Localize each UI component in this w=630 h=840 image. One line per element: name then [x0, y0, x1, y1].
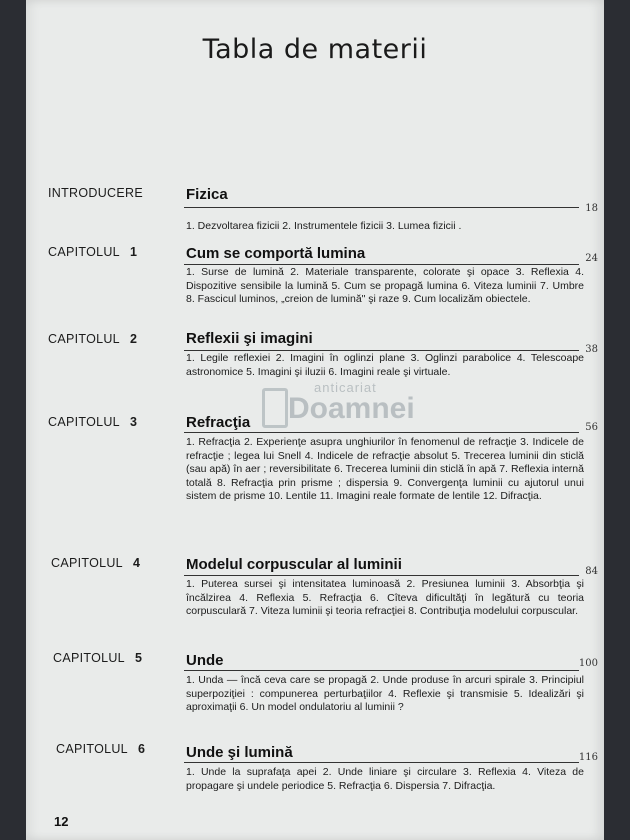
entry-chapter-number: 6 [137, 742, 146, 756]
entry-label [48, 415, 137, 429]
entry-heading: Modelul corpuscular al luminii [186, 556, 402, 573]
entry-label [51, 556, 140, 570]
entry-page-number: 24 [585, 253, 598, 264]
entry-label-text: CAPITOLUL [48, 415, 120, 429]
entry-label-text: CAPITOLUL [53, 651, 125, 665]
entry-heading: Cum se comportă lumina [186, 245, 366, 262]
entry-chapter-number: 4 [132, 556, 141, 570]
entry-rule [184, 432, 579, 433]
watermark-main-text: Doamnei [288, 392, 415, 425]
entry-label-text: CAPITOLUL [48, 332, 120, 346]
entry-chapter-number: 1 [129, 245, 138, 259]
entry-label-text: CAPITOLUL [56, 742, 128, 756]
entry-label-text: INTRODUCERE [48, 186, 143, 200]
entry-heading: Refracţia [186, 414, 251, 431]
entry-label [48, 245, 137, 259]
book-page [26, 0, 604, 840]
entry-page-number: 84 [585, 566, 598, 577]
entry-label [48, 332, 137, 346]
entry-description: 1. Dezvoltarea fizicii 2. Instrumentele fizicii 3. Lumea fizicii . [186, 220, 462, 232]
watermark-top-text: anticariat [314, 380, 377, 395]
entry-heading: Unde şi lumină [186, 744, 293, 761]
entry-label-text: CAPITOLUL [48, 245, 120, 259]
entry-chapter-number: 5 [134, 651, 143, 665]
entry-chapter-number: 2 [129, 332, 138, 346]
entry-rule [184, 762, 579, 763]
entry-label [56, 742, 145, 756]
entry-page-number: 38 [585, 344, 598, 355]
entry-chapter-number: 3 [129, 415, 138, 429]
entry-description: 1. Puterea sursei şi intensitatea luminoasă 2. Presiunea luminii 3. Absorbţia şi încălzirea 4. Reflexia 5. Refracţia 6. Cîteva dificultăţi în legătură cu teoria corpusculară 7. Viteza luminii şi teoria refracţiei 8. Contribuţia modelului corpuscular. [186, 578, 584, 617]
entry-label [48, 186, 143, 200]
entry-rule [184, 350, 579, 351]
entry-heading: Reflexii şi imagini [186, 330, 313, 347]
page-title: Tabla de materii [202, 34, 428, 65]
entry-page-number: 18 [585, 203, 598, 214]
entry-page-number: 56 [585, 422, 598, 433]
entry-rule [184, 264, 579, 265]
entry-rule [184, 207, 579, 208]
entry-heading: Fizica [186, 186, 228, 203]
footer-page-number: 12 [54, 814, 69, 829]
entry-page-number: 116 [578, 752, 598, 763]
entry-heading: Unde [186, 652, 224, 669]
watermark-logo [262, 388, 288, 428]
entry-label [53, 651, 142, 665]
entry-page-number: 100 [578, 658, 598, 669]
entry-description: 1. Unde la suprafaţa apei 2. Unde liniare şi circulare 3. Reflexia 4. Viteza de propagare şi undele periodice 5. Refracţia 6. Dispersia 7. Difracţia. [186, 766, 584, 792]
entry-description: 1. Surse de lumină 2. Materiale transparente, colorate şi opace 3. Reflexia 4. Dispozitive sensibile la lumină 5. Cum se propagă lumina 6. Viteza luminii 7. Umbre 8. Fascicul luminos, „creion de lumină" şi raze 9. Cum localizăm obiectele. [186, 266, 584, 305]
entry-description: 1. Unda — încă ceva care se propagă 2. Unde produse în arcuri spirale 3. Principiul superpoziţiei : compunerea perturbaţiilor 4. Reflexie şi transmisie 5. Idealizări şi aproximaţii 6. Un model ondulatoriu al luminii ? [186, 674, 584, 713]
entry-label-text: CAPITOLUL [51, 556, 123, 570]
entry-description: 1. Legile reflexiei 2. Imagini în oglinzi plane 3. Oglinzi parabolice 4. Telescoape astronomice 5. Imagini şi iluzii 6. Imagini reale şi virtuale. [186, 352, 584, 378]
entry-description: 1. Refracţia 2. Experienţe asupra unghiurilor în fenomenul de refracţie 3. Indicele de refracţie ; legea lui Snell 4. Indicele de refracţie absolut 5. Trecerea luminii din sticlă (sau apă) în aer ; reversibilitate 6. Trecerea luminii din sticlă în apă 7. Reflexia internă totală 8. Refracţia prin prisme ; dispersia 9. Convergenţa luminii cu ajutorul unui sistem de prisme 10. Lentile 11. Imagini reale formate de lentile 12. Difracţia. [186, 436, 584, 502]
entry-rule [184, 575, 579, 576]
entry-rule [184, 670, 579, 671]
